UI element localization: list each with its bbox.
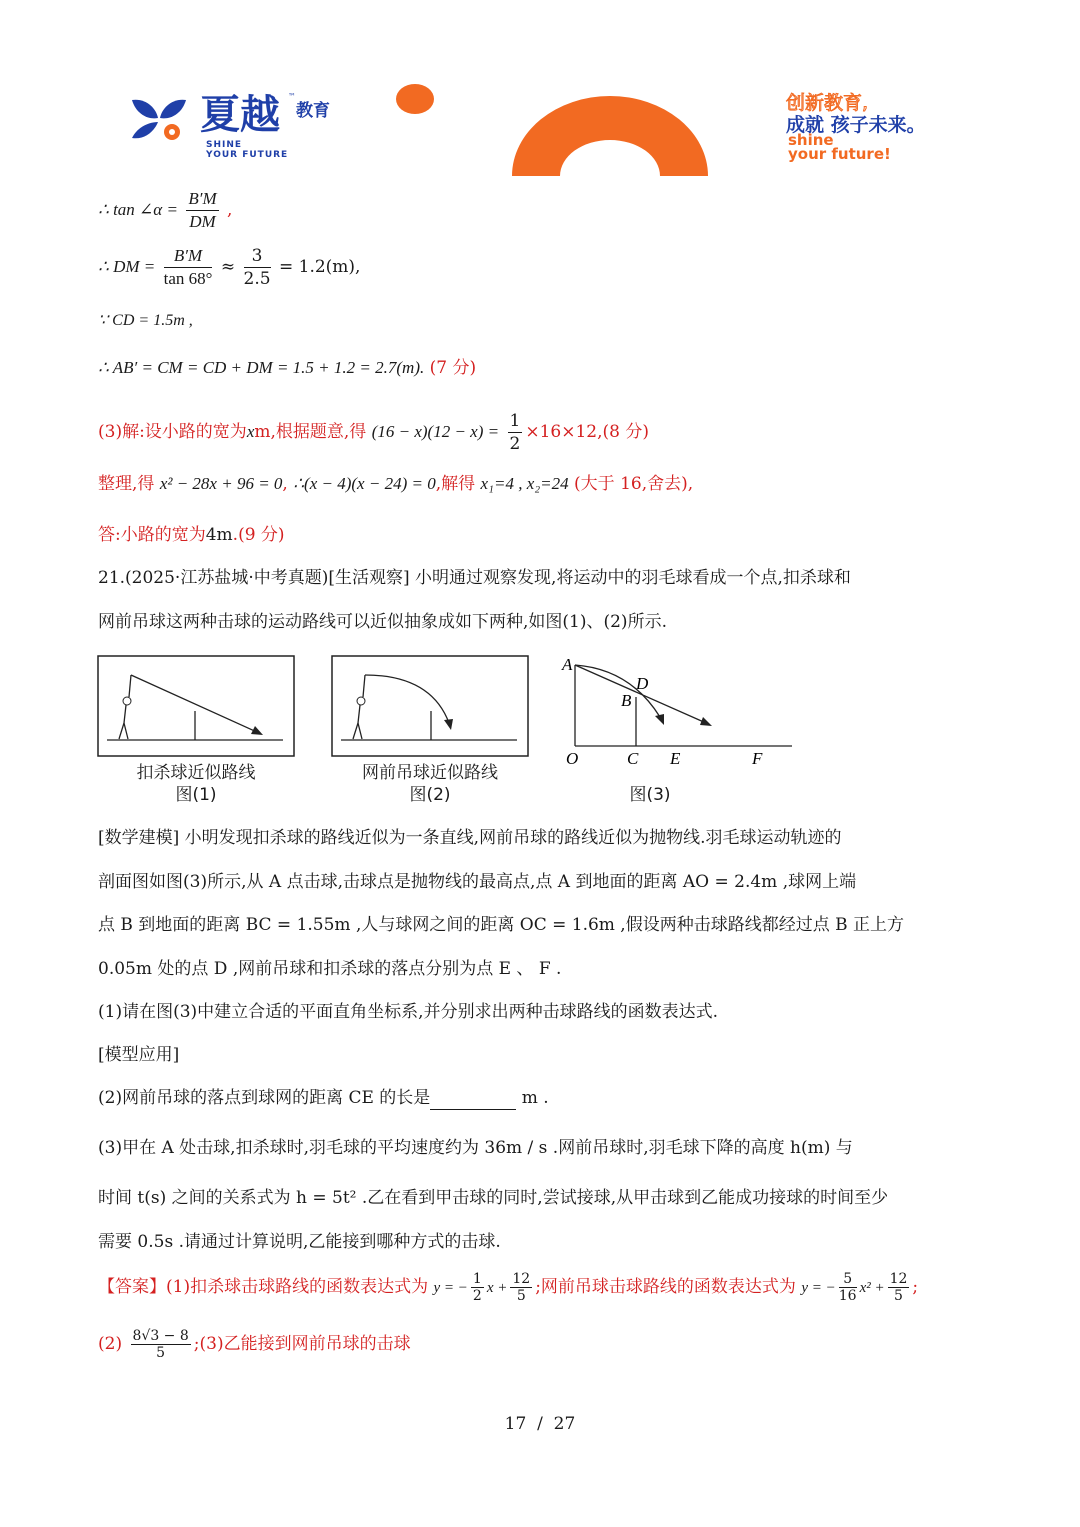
page-number: 17 / 27 <box>504 1414 576 1434</box>
answer-blank[interactable] <box>430 1091 516 1110</box>
answer-tag: 【答案】 <box>98 1277 166 1297</box>
logo-sub: 教育 <box>296 101 330 121</box>
logo-tag-1: SHINE <box>206 140 243 150</box>
solution-line-ab: ∴ AB′ = CM = CD + DM = 1.5 + 1.2 = 2.7(m). (7 分) <box>98 358 477 378</box>
question-part-3-line-1: (3)甲在 A 处击球,扣杀球时,羽毛球的平均速度约为 36m / s .网前吊球时,羽毛球下降的高度 h(m) 与 <box>98 1138 853 1158</box>
solution-line-dm: ∴ DM = $\frac{B'M}{\tan 68^\circ}$ ≈ $\frac{3}{2.5}$ = 1.2(m), <box>98 246 361 289</box>
figure-1-label: 图(1) <box>175 785 217 805</box>
logo-tag-2: YOUR FUTURE <box>206 150 289 160</box>
solution3-line-2: 整理,得 x² − 28x + 96 = 0, ∴(x − 4)(x − 24) = 0,解得 x₁=4 , x₂=24 (大于 16,舍去), <box>98 474 694 494</box>
figure-2-drop-path <box>331 655 529 757</box>
point-e-label: E <box>670 749 681 768</box>
point-f-label: F <box>752 749 763 768</box>
question-line-3: [数学建模] 小明发现扣杀球的路线近似为一条直线,网前吊球的路线近似为抛物线.羽毛球运动轨迹的 <box>98 828 842 848</box>
figure-2-label: 图(2) <box>409 785 451 805</box>
point-o-label: O <box>566 749 579 768</box>
slogan-line-2: 成就 孩子未来。 <box>786 114 926 136</box>
question-part-3-line-2: 时间 t(s) 之间的关系式为 h = 5t² .乙在看到甲击球的同时,尝试接球,从甲击球到乙能成功接球的时间至少 <box>98 1188 889 1208</box>
point-d-label: D <box>636 674 649 693</box>
answer-line-2: (2) $\frac{8√3 - 8}{5}$ ;(3)乙能接到网前吊球的击球 <box>98 1328 411 1361</box>
solution3-line-1: (3)解:设小路的宽为xm,根据题意,得 (16 − x)(12 − x) = $\frac{1}{2}$ ×16×12,(8 分) <box>98 411 649 454</box>
logo-name: 夏越 <box>200 92 280 138</box>
answer-line-1: 【答案】(1)扣杀球击球路线的函数表达式为 y = − $\frac{1}{2}$ x + $\frac{12}{5}$ ;网前吊球击球路线的函数表达式为 y = − $\frac{5}{16}$ x² + $\frac{12}{5}$ ; <box>98 1271 919 1304</box>
slogan-line-3: shine <box>788 131 834 149</box>
figure-1-smash-path <box>97 655 295 757</box>
xiayue-logo-icon <box>128 96 190 142</box>
section-model-application: [模型应用] <box>98 1045 180 1065</box>
solution-line-tan: ∴ tan ∠α = $\frac{B'M}{DM}$ , <box>98 189 233 231</box>
question-line-2: 网前吊球这两种击球的运动路线可以近似抽象成如下两种,如图(1)、(2)所示. <box>98 612 667 632</box>
solution3-line-3: 答:小路的宽为4m.(9 分) <box>98 525 285 545</box>
orange-dot-decoration <box>396 84 434 114</box>
point-c-label: C <box>627 749 639 768</box>
figure-3-coordinate-sketch <box>560 655 795 770</box>
logo-tm: ™ <box>288 92 296 101</box>
point-a-label: A <box>562 655 573 674</box>
question-line-1: 21.(2025·江苏盐城·中考真题)[生活观察] 小明通过观察发现,将运动中的羽毛球看成一个点,扣杀球和 <box>98 568 851 588</box>
question-line-5: 点 B 到地面的距离 BC = 1.55m ,人与球网之间的距离 OC = 1.6m ,假设两种击球路线都经过点 B 正上方 <box>98 915 905 935</box>
solution-line-cd: ∵ CD = 1.5m , <box>98 312 193 329</box>
question-part-2: (2)网前吊球的落点到球网的距离 CE 的长是 m . <box>98 1088 549 1108</box>
figure-2-caption: 网前吊球近似路线 <box>362 763 498 783</box>
point-b-label: B <box>621 691 632 710</box>
question-line-6: 0.05m 处的点 D ,网前吊球和扣杀球的落点分别为点 E 、 F . <box>98 959 562 979</box>
question-part-1: (1)请在图(3)中建立合适的平面直角坐标系,并分别求出两种击球路线的函数表达式. <box>98 1002 718 1022</box>
figure-1-caption: 扣杀球近似路线 <box>136 763 256 783</box>
figure-3-label: 图(3) <box>629 785 671 805</box>
slogan-line-1: 创新教育, <box>786 92 869 114</box>
question-line-4: 剖面图如图(3)所示,从 A 点击球,击球点是抛物线的最高点,点 A 到地面的距离 AO = 2.4m ,球网上端 <box>98 872 857 892</box>
orange-arc-decoration <box>510 94 710 176</box>
question-part-3-line-3: 需要 0.5s .请通过计算说明,乙能接到哪种方式的击球. <box>98 1232 501 1252</box>
slogan-line-4: your future! <box>788 145 891 163</box>
